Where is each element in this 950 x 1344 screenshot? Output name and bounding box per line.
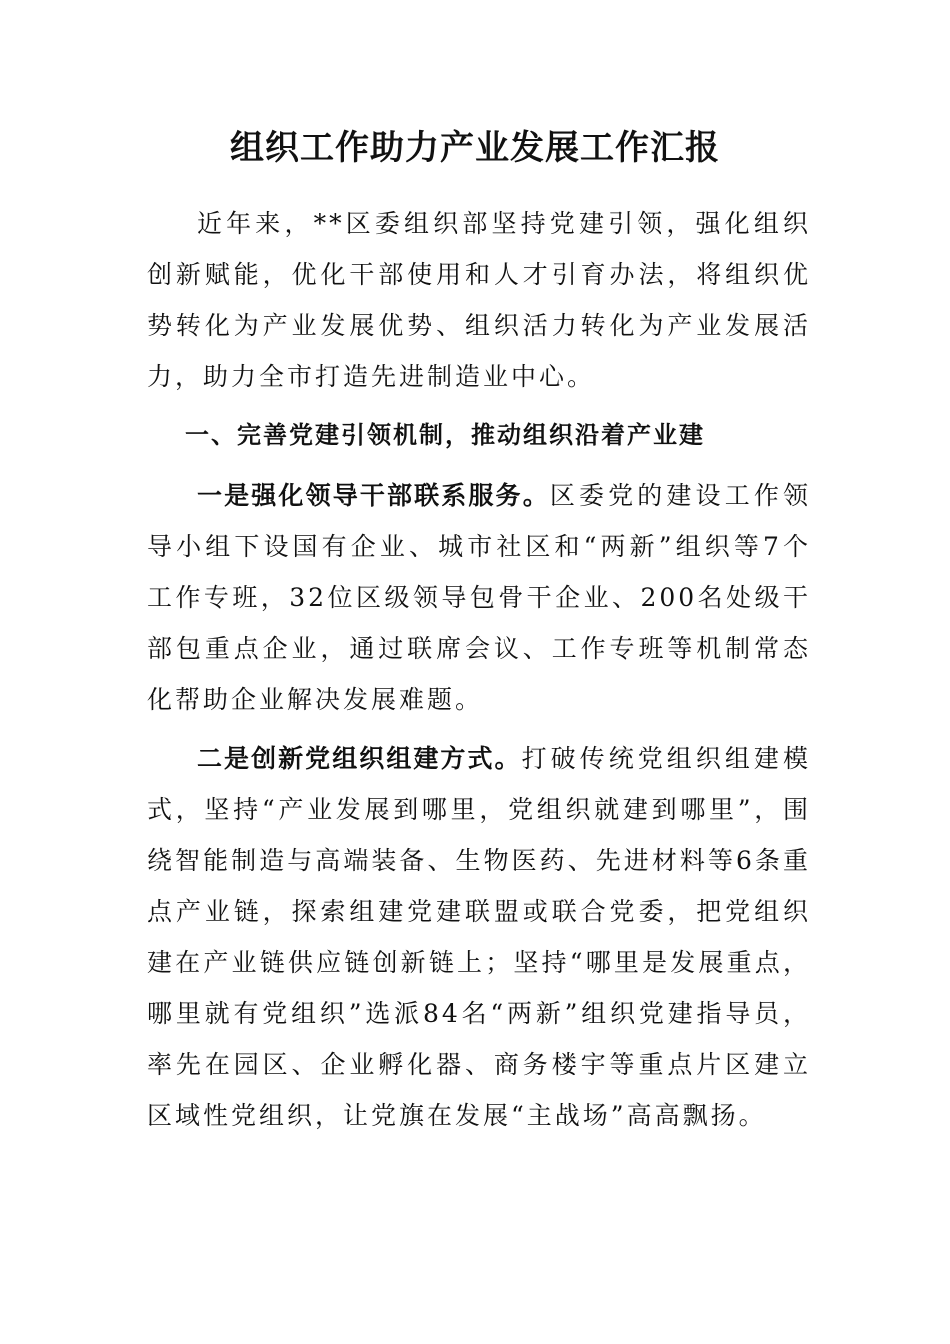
point-paragraph-2 — [147, 733, 811, 1141]
intro-paragraph: 近年来，**区委组织部坚持党建引领，强化组织创新赋能，优化干部使用和人才引育办法，将组织优势转化为产业发展优势、组织活力转化为产业发展活力，助力全市打造先进制造业中心。 — [147, 209, 811, 391]
point-lead-1: 一是强化领导干部联系服务。 — [197, 481, 550, 510]
document-title: 组织工作助力产业发展工作汇报 — [230, 128, 720, 168]
point-lead-2: 二是创新党组织组建方式。 — [197, 744, 522, 773]
section-heading: 一、完善党建引领机制，推动组织沿着产业建 — [185, 421, 705, 449]
point-body-2: 打破传统党组织组建模式，坚持“产业发展到哪里，党组织就建到哪里”，围绕智能制造与高端装备、生物医药、先进材料等6条重点产业链，探索组建党建联盟或联合党委，把党组织建在产业链供应链创新链上；坚持“哪里是发展重点，哪里就有党组织”选派84名“两新”组织党建指导员，率先在园区、企业孵化器、商务楼宇等重点片区建立区域性党组织，让党旗在发展“主战场”高高飘扬。 — [147, 744, 811, 1130]
point-body-1: 区委党的建设工作领导小组下设国有企业、城市社区和“两新”组织等7个工作专班，32位区级领导包骨干企业、200名处级干部包重点企业，通过联席会议、工作专班等机制常态化帮助企业解决发展难题。 — [147, 481, 811, 714]
point-paragraph-1 — [147, 470, 811, 725]
